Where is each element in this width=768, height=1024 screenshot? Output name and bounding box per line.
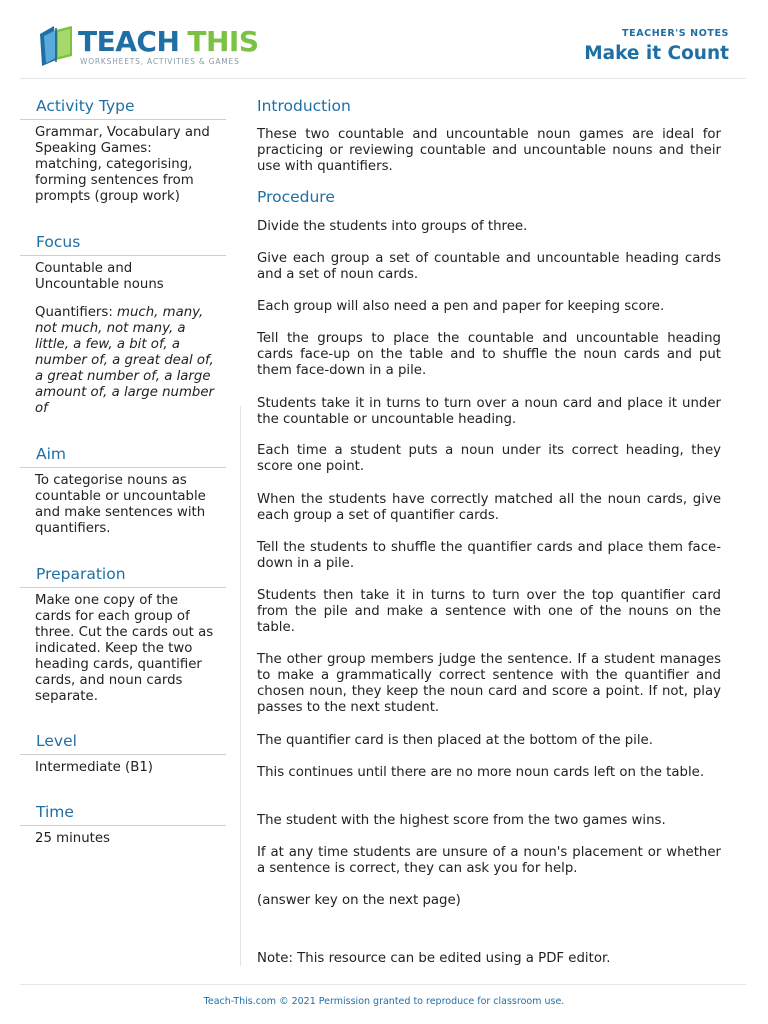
teachers-notes-label: TEACHER'S NOTES xyxy=(622,28,729,39)
procedure-step: When the students have correctly matched all the noun cards, give each group a set of quantifier cards. xyxy=(257,492,721,523)
activity-type-text: Grammar, Vocabulary and Speaking Games: matching, categorising, forming sentences from prompts (group work) xyxy=(35,125,210,204)
focus-heading: Focus xyxy=(20,231,226,256)
logo-tagline: WORKSHEETS, ACTIVITIES & GAMES xyxy=(80,57,240,66)
procedure-step: Divide the students into groups of three. xyxy=(257,219,528,234)
preparation-section xyxy=(20,563,226,717)
level-heading: Level xyxy=(20,730,226,755)
procedure-step: Students take it in turns to turn over a noun card and place it under the countable or uncountable heading. xyxy=(257,396,721,427)
preparation-text: Make one copy of the cards for each group of three. Cut the cards out as indicated. Keep the two heading cards, quantifier cards, and noun cards separate. xyxy=(35,593,214,704)
logo-this: THIS xyxy=(187,25,259,58)
procedure-step: The student with the highest score from the two games wins. xyxy=(257,813,666,828)
procedure-step: Students then take it in turns to turn over the top quantifier card from the pile and make a sentence with one of the nouns on the table. xyxy=(257,588,721,635)
time-heading: Time xyxy=(20,801,226,826)
preparation-heading: Preparation xyxy=(20,563,226,588)
column-divider xyxy=(240,406,241,966)
procedure-step: Give each group a set of countable and uncountable heading cards and a set of noun cards. xyxy=(257,251,721,282)
header-divider xyxy=(20,78,746,79)
aim-heading: Aim xyxy=(20,443,226,468)
aim-text: To categorise nouns as countable or uncountable and make sentences with quantifiers. xyxy=(35,473,206,536)
level-section xyxy=(20,730,226,788)
quantifiers-list: much, many, not much, not many, a little, a few, a bit of, a number of, a great deal of, a great number of, a large amount of, a large number of xyxy=(35,305,214,416)
activity-type-section xyxy=(20,95,226,217)
level-text: Intermediate (B1) xyxy=(35,760,153,775)
time-text: 25 minutes xyxy=(35,831,110,846)
procedure-step: The quantifier card is then placed at the bottom of the pile. xyxy=(257,733,653,748)
editing-note: Note: This resource can be edited using a PDF editor. xyxy=(257,951,611,966)
procedure-step: Each group will also need a pen and paper for keeping score. xyxy=(257,299,665,314)
open-book-icon xyxy=(36,24,76,68)
logo-wordmark xyxy=(78,26,259,58)
focus-section xyxy=(20,231,226,429)
aim-section xyxy=(20,443,226,549)
procedure-step: Tell the students to shuffle the quantifier cards and place them face-down in a pile. xyxy=(257,540,721,571)
procedure-step: The other group members judge the sentence. If a student manages to make a grammatically correct sentence with the quantifier and chosen noun, they keep the noun card and score a point. If not, play passes to the next student. xyxy=(257,652,721,715)
logo-teach: TEACH xyxy=(78,25,180,58)
footer-divider xyxy=(20,984,746,985)
activity-type-heading: Activity Type xyxy=(20,95,226,120)
procedure-step: If at any time students are unsure of a noun's placement or whether a sentence is correct, they can ask you for help. xyxy=(257,845,721,876)
introduction-text: These two countable and uncountable noun games are ideal for practicing or reviewing countable and uncountable nouns and their use with quantifiers. xyxy=(257,127,721,174)
teach-this-logo[interactable] xyxy=(36,24,259,70)
introduction-heading: Introduction xyxy=(257,97,351,115)
quantifiers-label: Quantifiers: xyxy=(35,305,118,320)
procedure-heading: Procedure xyxy=(257,188,335,206)
footer-copyright[interactable]: Teach-This.com © 2021 Permission granted to reproduce for classroom use. xyxy=(203,996,565,1007)
page-header xyxy=(0,0,768,78)
focus-text: Countable and Uncountable nouns xyxy=(35,261,164,292)
procedure-step: Each time a student puts a noun under its correct heading, they score one point. xyxy=(257,443,721,474)
time-section xyxy=(20,801,226,859)
procedure-step: Tell the groups to place the countable and uncountable heading cards face-up on the table and to shuffle the noun cards and put them face-down in a pile. xyxy=(257,331,721,378)
page-title: Make it Count xyxy=(584,43,729,64)
answer-key-note: (answer key on the next page) xyxy=(257,893,461,908)
quantifiers-text xyxy=(35,305,218,417)
procedure-step: This continues until there are no more noun cards left on the table. xyxy=(257,765,705,780)
